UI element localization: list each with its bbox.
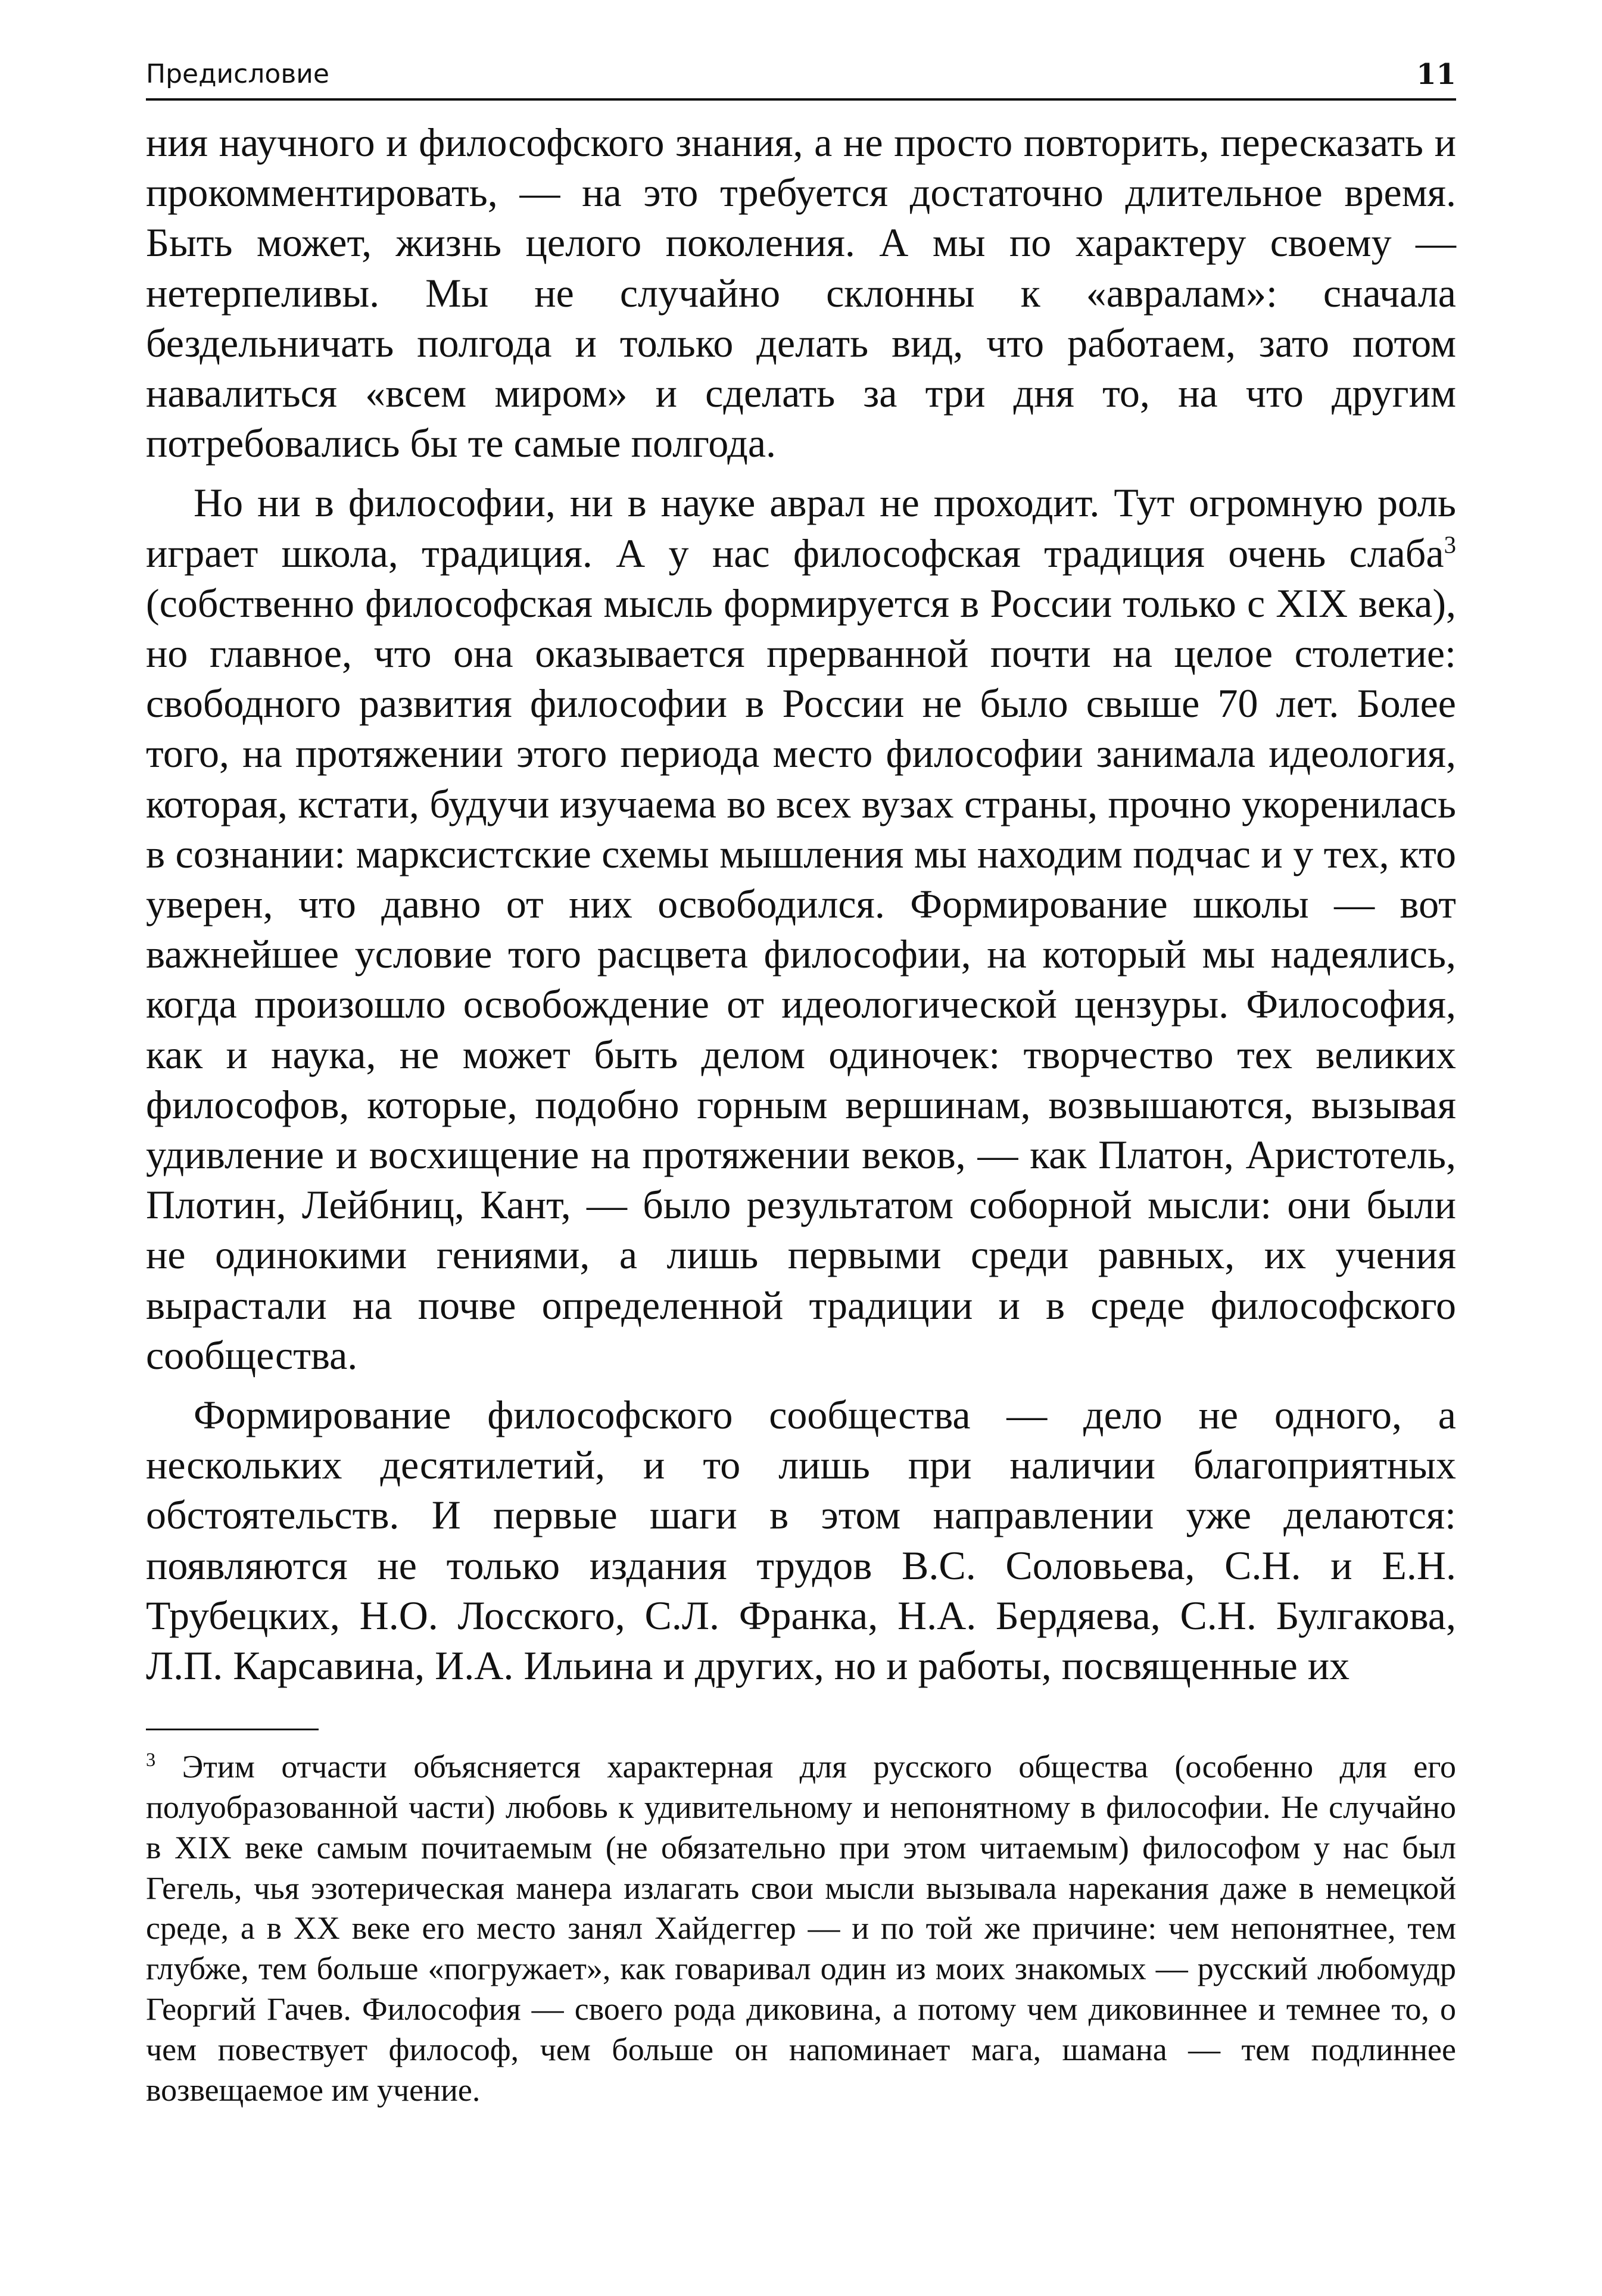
paragraph-3: Формирование философского сообщества — дело не одного, а нескольких десятилетий, и то лишь при наличии благоприятных обстоятельств. И первые шаги в этом направлении уже делаются: появляются не только издания трудов В.С. Соловьева, С.Н. и Е.Н. Трубецких, Н.О. Лосского, С.Л. Франка, Н.А. Бердяева, С.Н. Булгакова, Л.П. Карсавина, И.А. Ильина и других, но и работы, посвященные их	[146, 1392, 1456, 1689]
paragraph-1: ния научного и философского знания, а не просто повторить, пересказать и прокомментировать, — на это требуется достаточно длительное время. Быть может, жизнь целого поколения. А мы по характеру своему — нетерпеливы. Мы не случайно склонны к «авралам»: сначала бездельничать полгода и только делать вид, что работаем, зато потом навалиться «всем миром» и сделать за три дня то, на что другим потребовались бы те самые полгода.	[146, 120, 1456, 466]
footnote	[146, 1747, 1456, 2110]
paragraph-2-end: (собственно философская мысль формируется в России только с XIX века), но главное, что она оказывается прерванной почти на целое столетие: свободного развития философии в России не было свыше 70 лет. Более того, на протяжении этого периода место философии занимала идеология, которая, кстати, будучи изучаема во всех вузах страны, прочно укоренилась в сознании: марксистские схемы мышления мы находим подчас и у тех, кто уверен, что давно от них освободился. Формирование школы — вот важнейшее условие того расцвета философии, на который мы надеялись, когда произошло освобождение от идеологической цензуры. Философия, как и наука, не может быть делом одиночек: творчество тех великих философов, которые, подобно горным вершинам, возвышаются, вызывая удивление и восхищение на протяжении веков, — как Платон, Аристотель, Плотин, Лейбниц, Кант, — было результатом соборной мысли: они были не одинокими гениями, а лишь первыми среди равных, их учения вырастали на почве определенной традиции и в среде философского сообщества.	[146, 580, 1456, 1378]
paragraph-2	[146, 478, 1456, 1380]
paragraph-2-start: Но ни в философии, ни в науке аврал не проходит. Тут огромную роль играет школа, традиция. А у нас философская традиция очень слаба	[146, 480, 1456, 576]
page-number: 11	[1416, 58, 1456, 91]
footnote-text: Этим отчасти объясняется характерная для русского общества (особенно для его полуобразованной части) любовь к удивительному и непонятному в философии. Не случайно в XIX веке самым почитаемым (не обязательно при этом читаемым) философом у нас был Гегель, чья эзотерическая манера излагать свои мысли вызывала нарекания даже в немецкой среде, а в XX веке его место занял Хайдеггер — и по той же причине: чем непонятнее, тем глубже, тем больше «погружает», как говаривал один из моих знакомых — русский любомудр Георгий Гачев. Философия — своего рода диковина, а потому чем диковиннее и темнее то, о чем повествует философ, чем больше он напоминает мага, шамана — тем подлиннее возвещаемое им учение.	[146, 1749, 1456, 2108]
footnote-mark: 3	[146, 1749, 156, 1771]
footnote-divider	[146, 1729, 319, 1730]
running-title: Предисловие	[146, 59, 329, 89]
book-page	[146, 57, 1456, 2110]
footnote-reference[interactable]: 3	[1444, 531, 1456, 558]
running-header	[146, 57, 1456, 101]
main-text	[146, 117, 1456, 1690]
